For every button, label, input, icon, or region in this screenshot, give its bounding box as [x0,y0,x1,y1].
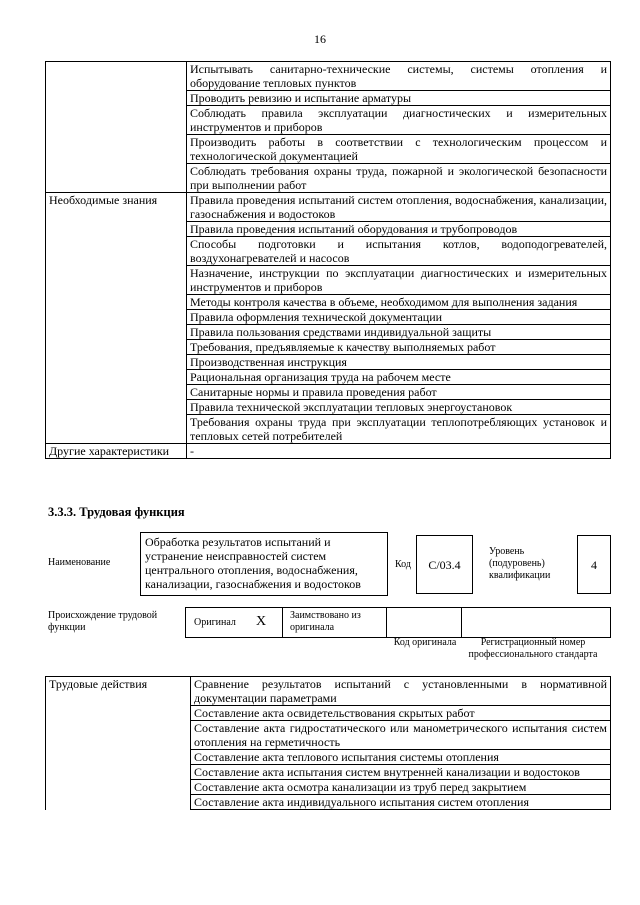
table-cell: Составление акта освидетельствования скрытых работ [191,706,611,721]
origin-borrowed: Заимствовано из оригинала [290,610,361,633]
table-cell: Составление акта испытания систем внутренней канализации и водостоков [191,765,611,780]
table-cell: Методы контроля качества в объеме, необходимом для выполнения задания [187,295,611,310]
code-label: Код [395,559,411,570]
table-row [46,62,611,91]
row-label [46,62,187,193]
section-title: 3.3.3. Трудовая функция [48,505,185,519]
table-cell: Требования охраны труда при эксплуатации теплопотребляющих установок и тепловых сетей потребителей [187,415,611,444]
divider [282,608,283,637]
table-cell: Рациональная организация труда на рабочем месте [187,370,611,385]
table-cell: Производственная инструкция [187,355,611,370]
code-caption: Код оригинала [393,637,457,648]
table-cell: Составление акта осмотра канализации из труб перед закрытием [191,780,611,795]
name-label: Наименование [48,557,111,568]
table-cell: Правила пользования средствами индивидуальной защиты [187,325,611,340]
table-cell: Назначение, инструкции по эксплуатации диагностических и измерительных инструментов и приборов [187,266,611,295]
table-row [46,193,611,222]
table-cell: Испытывать санитарно-технические системы, системы отопления и оборудование тепловых пунктов [187,62,611,91]
code-box [416,535,473,594]
row-label-actions: Трудовые действия [46,677,191,810]
table-cell: Соблюдать требования охраны труда, пожарной и экологической безопасности при выполнении работ [187,164,611,193]
labor-actions-table [45,676,611,810]
table-cell: Требования, предъявляемые к качеству выполняемых работ [187,340,611,355]
level-label: Уровень (подуровень) квалификации [489,546,551,581]
table-cell: Производить работы в соответствии с технологическим процессом и технологической документацией [187,135,611,164]
table-row [46,444,611,459]
table-cell: Способы подготовки и испытания котлов, водоподогревателей, воздухонагревателей и насосов [187,237,611,266]
page-number: 16 [314,32,326,46]
level-value: 4 [591,557,597,572]
table-cell: Правила проведения испытаний систем отопления, водоснабжения, канализации, газоснабжения и водостоков [187,193,611,222]
table-cell: Составление акта гидростатического или манометрического испытания систем отопления на герметичность [191,721,611,750]
table-row [46,677,611,706]
table-cell: Правила проведения испытаний оборудования и трубопроводов [187,222,611,237]
table-cell: Проводить ревизию и испытание арматуры [187,91,611,106]
divider [386,608,387,637]
table-cell: Составление акта индивидуального испытания систем отопления [191,795,611,810]
table-cell: Правила оформления технической документации [187,310,611,325]
level-box [577,535,611,594]
row-label-knowledge: Необходимые знания [46,193,187,444]
row-label-other: Другие характеристики [46,444,187,459]
function-name: Обработка результатов испытаний и устранение неисправностей систем центрального отопления, водоснабжения, канализации, газоснабжения и водостоков [145,535,361,591]
reg-caption: Регистрационный номер профессионального стандарта [468,637,598,660]
origin-label: Происхождение трудовой функции [48,610,158,633]
table-cell: Сравнение результатов испытаний с установленными в нормативной документации параметрами [191,677,611,706]
function-name-box [140,532,388,596]
origin-mark: X [256,614,267,629]
origin-box [185,607,611,638]
skills-knowledge-table [45,61,611,459]
table-cell: Составление акта теплового испытания системы отопления [191,750,611,765]
table-cell: Санитарные нормы и правила проведения работ [187,385,611,400]
divider [461,608,462,637]
table-cell: Правила технической эксплуатации тепловых энергоустановок [187,400,611,415]
origin-original: Оригинал [194,617,236,628]
table-cell: - [187,444,611,459]
code-value: C/03.4 [428,557,461,572]
table-cell: Соблюдать правила эксплуатации диагностических и измерительных инструментов и приборов [187,106,611,135]
